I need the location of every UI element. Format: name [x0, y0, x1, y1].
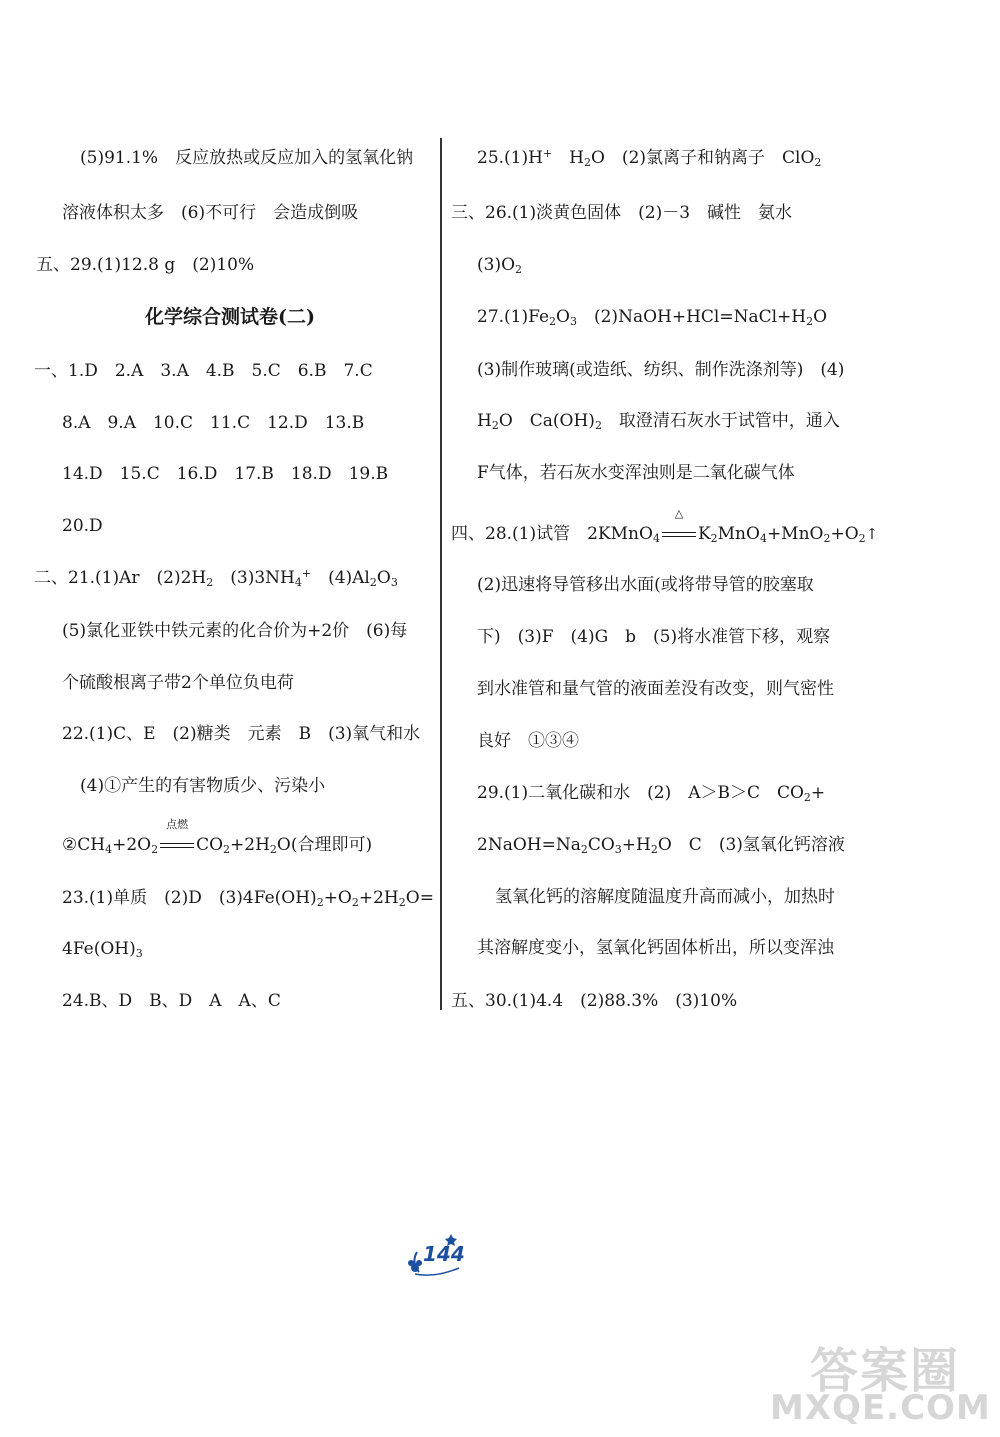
equation-line: $2NaOH=Na_2CO_3+H_2O$ C (3)氢氧化钙溶液 — [477, 835, 845, 856]
answer-line: 29.(1)二氧化碳和水 (2) A＞B＞C $CO_2+$ — [477, 783, 826, 804]
section-title: 化学综合测试卷(二) — [145, 306, 315, 328]
reaction-condition: △ — [662, 522, 696, 546]
answer-line: (2)迅速将导管移出水面(或将带导管的胶塞取 — [477, 575, 814, 595]
answer-line: $(3)O_2$ — [477, 255, 523, 276]
answer-line: (4)①产生的有害物质少、污染小 — [80, 776, 326, 796]
answer-line: 二、21.(1)Ar $(2)2H_2$ $(3)3NH_4^+$ $(4)Al_2O_3$ — [34, 567, 398, 589]
answer-line: 个硫酸根离子带2个单位负电荷 — [62, 673, 294, 693]
equation-line: $②CH_4+2O_2$ 点燃 $CO_2+2H_2O$(合理即可) — [62, 818, 373, 856]
answer-line: (5)91.1% 反应放热或反应加入的氢氧化钠 — [80, 148, 414, 168]
answer-line: (5)氯化亚铁中铁元素的化合价为+2价 (6)每 — [62, 621, 408, 641]
gas-arrow-icon: ↑ — [865, 525, 879, 543]
answer-line: 氢氧化钙的溶解度随温度升高而减小，加热时 — [495, 887, 835, 907]
answer-line: 三、26.(1)淡黄色固体 (2)－3 碱性 氨水 — [451, 203, 793, 223]
answer-line: 14.D 15.C 16.D 17.B 18.D 19.B — [62, 464, 389, 484]
answer-line: (3)制作玻璃(或造纸、纺织、制作洗涤剂等) (4) — [477, 360, 845, 380]
answer-line: 五、29.(1)12.8 g (2)10% — [36, 255, 255, 275]
page-number-badge — [405, 1232, 465, 1276]
answer-line: 25.(1)H+ $H_2O$ (2)氯离子和钠离子 ClO$_2$ — [477, 147, 822, 169]
answer-line: $H_2O$ $Ca(OH)_2$ 取澄清石灰水于试管中，通入 — [477, 411, 840, 432]
column-divider — [440, 138, 442, 1010]
equation-line: $4Fe(OH)_3$ — [62, 939, 143, 960]
answer-line: 8.A 9.A 10.C 11.C 12.D 13.B — [62, 413, 365, 433]
equation-line: 23.(1)单质 (2)D $(3)4Fe(OH)_2+O_2+2H_2O=$ — [62, 888, 434, 909]
watermark-url: MXQE.COM — [770, 1388, 991, 1428]
answer-line: 22.(1)C、E (2)糖类 元素 B (3)氧气和水 — [62, 724, 421, 744]
answer-line: 五、30.(1)4.4 (2)88.3% (3)10% — [451, 991, 738, 1011]
equation-line: $27.(1)Fe_2O_3$ $(2)NaOH+HCl=NaCl+H_2O$ — [477, 307, 828, 328]
answer-line: 一、1.D 2.A 3.A 4.B 5.C 6.B 7.C — [34, 361, 373, 381]
watermark — [770, 1330, 990, 1430]
answer-line: 溶液体积太多 (6)不可行 会造成倒吸 — [62, 203, 359, 223]
answer-line: 24.B、D B、D A A、C — [62, 991, 281, 1011]
reaction-condition: 点燃 — [160, 833, 194, 857]
answer-line: 其溶解度变小，氢氧化钙固体析出，所以变浑浊 — [477, 938, 834, 958]
answer-line: F气体，若石灰水变浑浊则是二氧化碳气体 — [477, 463, 795, 483]
answer-line: 到水准管和量气管的液面差没有改变，则气密性 — [477, 679, 834, 699]
answer-line: 20.D — [62, 516, 103, 536]
equation-line: 四、28.(1)试管 2KMnO$_4$ △ $K_2MnO_4+MnO_2+O_2↑$ — [451, 507, 879, 545]
watermark-logo-text: 答案圈 — [810, 1343, 961, 1399]
answer-line: 下) (3)F (4)G b (5)将水准管下移，观察 — [477, 627, 831, 647]
answer-line: 良好 ①③④ — [477, 731, 579, 751]
page-number: 144 — [423, 1242, 465, 1266]
